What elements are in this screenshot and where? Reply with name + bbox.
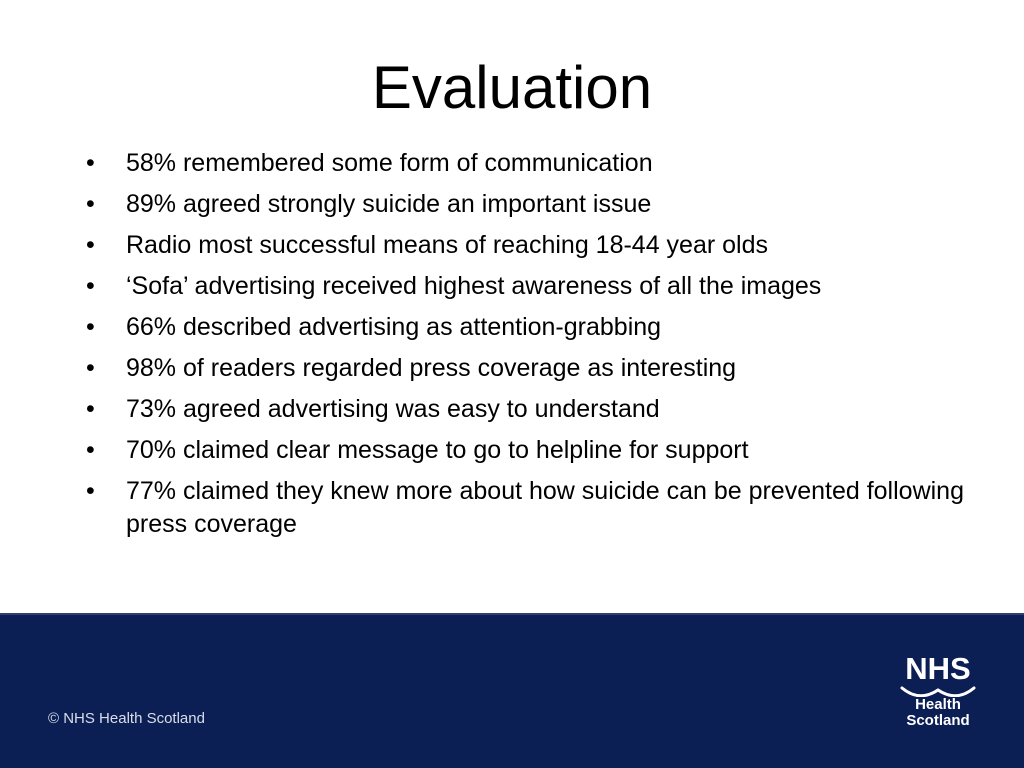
bullet-marker: •	[86, 272, 95, 300]
bullet-text: 89% agreed strongly suicide an important issue	[126, 190, 652, 218]
bullet-marker: •	[86, 149, 95, 177]
bullet-item-1	[86, 147, 986, 180]
bullet-item-6	[86, 352, 986, 385]
logo-nhs-text: NHS	[905, 651, 971, 686]
bullet-marker: •	[86, 395, 95, 423]
bullet-marker: •	[86, 313, 95, 341]
nhs-health-scotland-logo	[892, 653, 984, 733]
bullet-item-8	[86, 434, 986, 467]
slide-title: Evaluation	[371, 54, 653, 121]
bullet-text: 66% described advertising as attention-grabbing	[126, 313, 662, 341]
bullet-marker: •	[86, 190, 95, 218]
bullet-text: ‘Sofa’ advertising received highest awareness of all the images	[126, 272, 822, 300]
bullet-text: Radio most successful means of reaching 18-44 year olds	[126, 231, 768, 259]
bullet-marker: •	[86, 354, 95, 382]
bullet-item-3	[86, 229, 986, 262]
bullet-text: 98% of readers regarded press coverage as interesting	[126, 354, 737, 382]
bullet-item-7	[86, 393, 986, 426]
bullet-marker: •	[86, 231, 95, 259]
bullet-item-2	[86, 188, 986, 221]
bullet-item-4	[86, 270, 986, 303]
bullet-marker: •	[86, 477, 95, 505]
bullet-text: 73% agreed advertising was easy to understand	[126, 395, 660, 423]
bullet-item-5	[86, 311, 986, 344]
bullet-text: 77% claimed they knew more about how suicide can be prevented following press coverage	[126, 477, 964, 538]
logo-health-text: Health	[915, 696, 961, 713]
footer-band	[0, 613, 1024, 768]
copyright-notice: © NHS Health Scotland	[48, 710, 205, 727]
bullet-item-9	[86, 475, 986, 541]
logo-scotland-text: Scotland	[906, 712, 970, 729]
bullet-text: 70% claimed clear message to go to helpline for support	[126, 436, 749, 464]
bullet-marker: •	[86, 436, 95, 464]
bullet-list	[86, 147, 986, 549]
bullet-text: 58% remembered some form of communication	[126, 149, 653, 177]
